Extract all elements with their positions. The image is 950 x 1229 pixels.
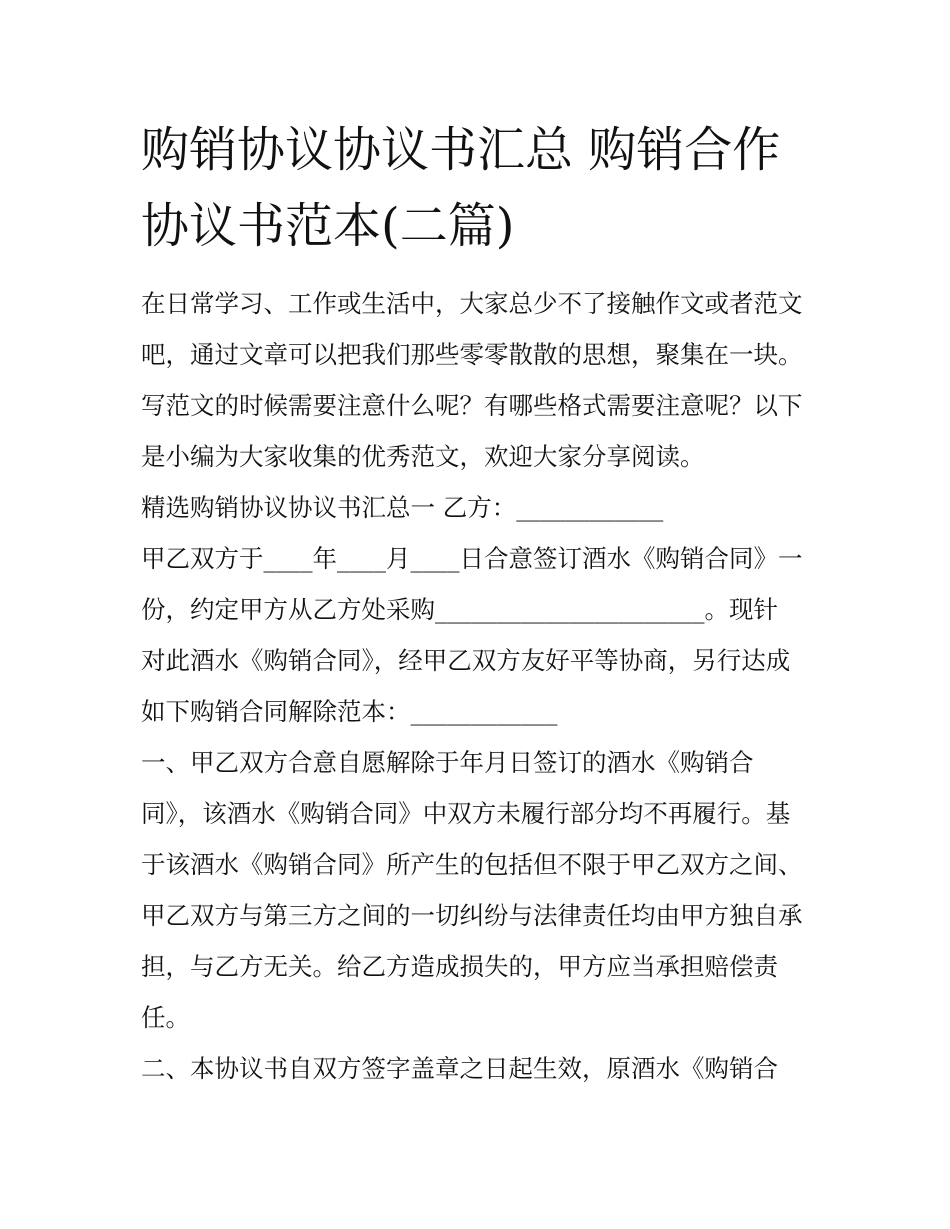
text-line: 甲乙双方与第三方之间的一切纠纷与法律责任均由甲方独自承 xyxy=(141,901,803,930)
text-line: 对此酒水《购销合同》，经甲乙双方友好平等协商，另行达成 xyxy=(141,646,791,675)
text-line: 于该酒水《购销合同》所产生的包括但不限于甲乙双方之间、 xyxy=(141,850,803,879)
text-line: 一、甲乙双方合意自愿解除于年月日签订的酒水《购销合 xyxy=(141,748,754,777)
text-line: 如下购销合同解除范本：____________ xyxy=(141,697,558,726)
text-line: 份，约定甲方从乙方处采购______________________。现针 xyxy=(141,595,778,624)
text-line: 同》，该酒水《购销合同》中双方未履行部分均不再履行。基 xyxy=(141,799,791,828)
text-line: 甲乙双方于____年____月____日合意签订酒水《购销合同》一 xyxy=(141,544,803,573)
title-line-2: 协议书范本(二篇) xyxy=(141,198,515,254)
text-line: 二、本协议书自双方签字盖章之日起生效，原酒水《购销合 xyxy=(141,1054,778,1083)
text-line: 担，与乙方无关。给乙方造成损失的，甲方应当承担赔偿责 xyxy=(141,952,778,981)
text-line: 精选购销协议协议书汇总一 乙方：____________ xyxy=(141,493,664,522)
text-line: 任。 xyxy=(141,1003,190,1032)
document-body xyxy=(141,278,831,1094)
document-title xyxy=(141,112,821,264)
title-line-1: 购销协议协议书汇总 购销合作 xyxy=(141,122,781,178)
text-line: 是小编为大家收集的优秀范文，欢迎大家分享阅读。 xyxy=(141,442,705,471)
text-line: 吧，通过文章可以把我们那些零零散散的思想，聚集在一块。 xyxy=(141,340,803,369)
text-line: 在日常学习、工作或生活中，大家总少不了接触作文或者范文 xyxy=(141,289,803,318)
text-line: 写范文的时候需要注意什么呢？有哪些格式需要注意呢？以下 xyxy=(141,391,803,420)
